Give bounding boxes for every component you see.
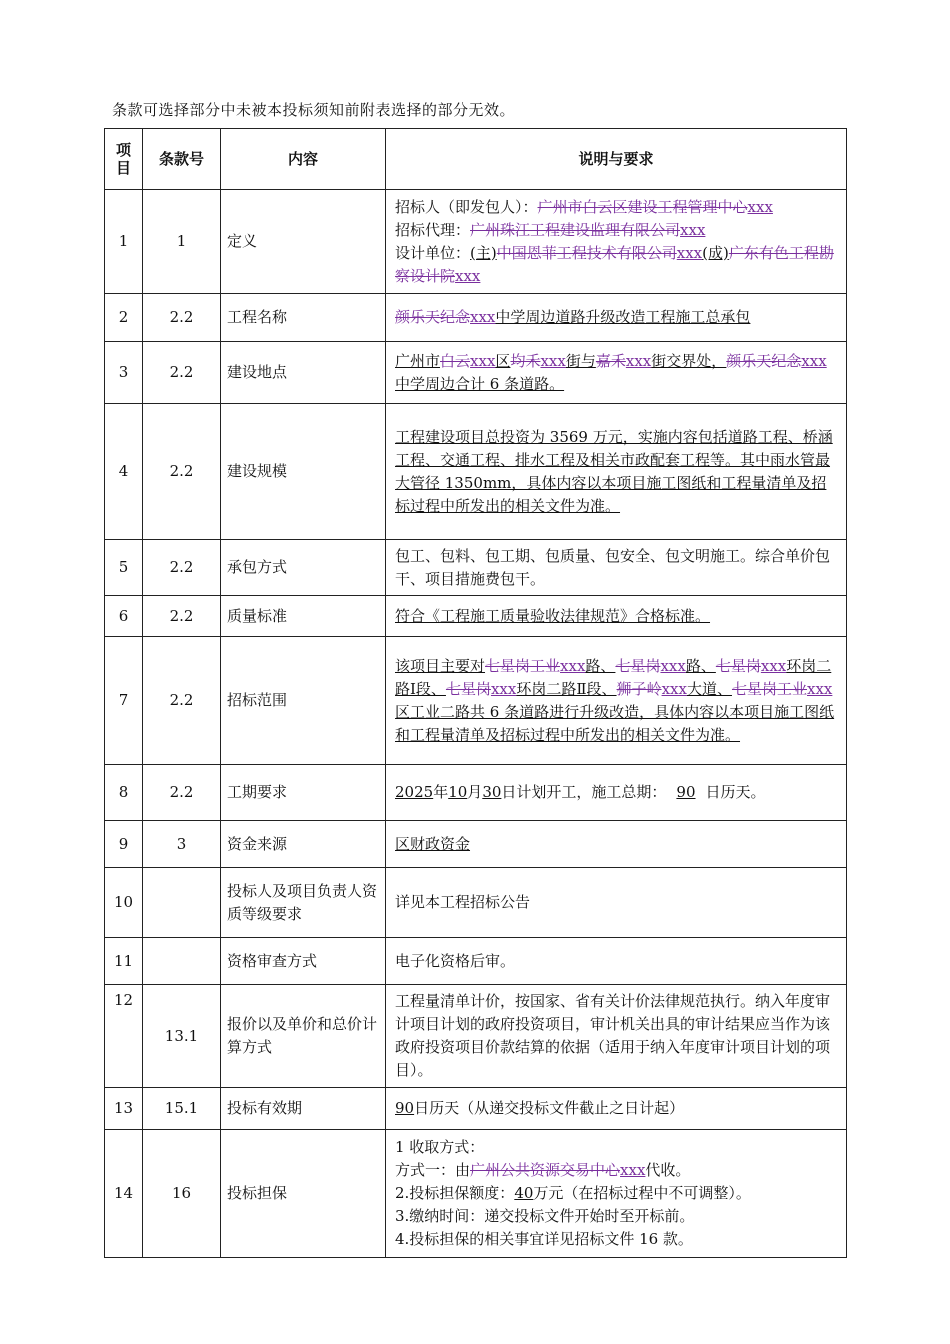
header-desc: 说明与要求 [386,129,847,190]
row-clause: 16 [143,1130,221,1258]
text: 路、 [685,656,716,675]
row-no: 5 [105,540,143,596]
row-desc: 工程量清单计价，按国家、省有关计价法律规范执行。纳入年度审计项目计划的政府投资项目，审计机关出具的审计结果应当作为该政府投资项目价款结算的依据（适用于纳入年度审计项目计划的项目）。 [386,985,847,1088]
deleted-text: 狮子岭 [616,679,662,698]
row-content: 投标人及项目负责人资质等级要求 [221,868,386,938]
label: 设计单位： [395,243,471,262]
row-desc: 详见本工程招标公告 [386,868,847,938]
table-row [105,868,847,938]
deleted-text: 白云 [440,351,471,370]
text: 区工业二路共 6 条道路进行升级改造，具体内容以本项目施工图纸和工程量清单及招标过程中所发出的相关文件为准。 [395,702,835,744]
inserted-text: xxx [470,351,496,370]
tender-table [104,128,847,1258]
table-row [105,985,847,1088]
row-clause: 2.2 [143,404,221,540]
row-desc [386,404,847,540]
validity-days: 90 [395,1099,415,1117]
text: 区 [495,351,511,370]
guarantee-amount: 40 [514,1184,534,1202]
row-desc [386,821,847,868]
row-no: 13 [105,1088,143,1130]
text: (主) [470,243,497,262]
row-clause: 2.2 [143,540,221,596]
text: 中学周边合计 6 条道路。 [395,374,565,393]
inserted-text: xxx [560,656,586,675]
table-header-row [105,129,847,190]
row-desc [386,596,847,637]
inserted-text: xxx [625,351,652,370]
deleted-text: 均禾 [510,351,541,370]
row-clause: 13.1 [143,985,221,1088]
text: 年 [433,783,449,801]
row-no: 12 [105,985,143,1088]
inserted-text: xxx [680,220,706,239]
inserted-text: xxx [760,656,787,675]
row-desc [386,294,847,342]
table-row [105,637,847,765]
text: 路、 [585,656,616,675]
row-content: 定义 [221,190,386,294]
inserted-text: xxx [455,266,481,285]
row-no: 3 [105,342,143,404]
row-no: 2 [105,294,143,342]
text: 2.投标担保额度： [395,1184,515,1202]
table-row [105,1130,847,1258]
deleted-text: 广东有色工程勘察设计院 [395,243,834,285]
total-days: 90 [676,783,696,801]
deleted-text: 广州珠江工程建设监理有限公司 [470,220,681,239]
inserted-text: xxx [660,656,686,675]
header-item: 项目 [105,129,143,190]
row-no: 8 [105,765,143,821]
text: 1 收取方式： [395,1138,485,1156]
row-content: 质量标准 [221,596,386,637]
text: 该项目主要对 [395,656,486,675]
text: 万元（在招标过程中不可调整）。 [533,1184,751,1202]
row-desc: 电子化资格后审。 [386,938,847,985]
row-desc [386,1088,847,1130]
deleted-text: 七星岗工业 [731,679,807,698]
deleted-text: 广州公共资源交易中心 [470,1161,621,1179]
deleted-text: 中国恩菲工程技术有限公司 [496,243,677,262]
row-content: 投标有效期 [221,1088,386,1130]
text: 代收。 [645,1161,691,1179]
row-desc [386,190,847,294]
row-no: 6 [105,596,143,637]
table-row [105,765,847,821]
text: 区财政资金 [395,834,471,853]
row-clause: 15.1 [143,1088,221,1130]
row-clause: 3 [143,821,221,868]
text: 日历天（从递交投标文件截止之日计起） [414,1099,685,1117]
row-no: 7 [105,637,143,765]
table-row [105,1088,847,1130]
deleted-text: 七星岗 [615,656,661,675]
deleted-text: 嘉禾 [595,351,626,370]
table-row [105,540,847,596]
row-clause: 2.2 [143,294,221,342]
header-clause: 条款号 [143,129,221,190]
text: 日历天。 [705,783,766,801]
start-month: 10 [448,783,468,801]
row-clause: 2.2 [143,342,221,404]
table-row [105,190,847,294]
inserted-text: xxx [661,679,687,698]
start-year: 2025 [395,783,434,801]
row-content: 投标担保 [221,1130,386,1258]
inserted-text: xxx [747,197,773,216]
inserted-text: xxx [676,243,703,262]
deleted-text: 七星岗 [715,656,761,675]
text: 方式一：由 [395,1161,471,1179]
row-content: 资金来源 [221,821,386,868]
row-clause: 2.2 [143,596,221,637]
row-content: 建设规模 [221,404,386,540]
row-clause [143,868,221,938]
row-desc [386,765,847,821]
intro-note: 条款可选择部分中未被本投标须知前附表选择的部分无效。 [112,101,516,119]
start-day: 30 [482,783,502,801]
row-desc [386,637,847,765]
header-content: 内容 [221,129,386,190]
row-no: 14 [105,1130,143,1258]
row-content: 报价以及单价和总价计算方式 [221,985,386,1088]
table-row [105,821,847,868]
table-row [105,342,847,404]
row-desc [386,342,847,404]
text: 3.缴纳时间：递交投标文件开始时至开标前。 [395,1207,695,1225]
deleted-text: 七星岗 [445,679,491,698]
text: 日计划开工，施工总期： [501,783,667,801]
row-no: 4 [105,404,143,540]
text: 环岗二路Ⅰ段、 [395,656,832,698]
label: 招标人（即发包人）： [395,197,538,216]
table-row [105,404,847,540]
row-clause: 1 [143,190,221,294]
table-row [105,596,847,637]
text: 街交界处， [651,351,727,370]
row-no: 9 [105,821,143,868]
inserted-text: xxx [540,351,566,370]
inserted-text: xxx [490,679,517,698]
deleted-text: 颜乐天纪念 [395,308,471,326]
inserted-text: xxx [620,1161,646,1179]
text: 工程建设项目总投资为 3569 万元，实施内容包括道路工程、桥涵工程、交通工程、排水工程及相关市政配套工程等。其中雨水管最大管径 1350mm，具体内容以本项目施工图纸和工程量清单及招标过程中所发出的相关文件为准。 [395,427,833,515]
row-content: 招标范围 [221,637,386,765]
deleted-text: 广州市白云区建设工程管理中心 [537,197,748,216]
row-clause [143,938,221,985]
table-row [105,294,847,342]
row-content: 资格审查方式 [221,938,386,985]
row-no: 11 [105,938,143,985]
deleted-text: 颜乐天纪念 [726,351,802,370]
text: 符合《工程施工质量验收法律规范》合格标准。 [395,606,711,625]
inserted-text: xxx [470,308,496,326]
text: 环岗二路Ⅱ段、 [516,679,617,698]
text: 大道、 [686,679,732,698]
text: 月 [467,783,483,801]
text: 中学周边道路升级改造工程施工总承包 [495,308,751,326]
text: 街与 [565,351,596,370]
inserted-text: xxx [801,351,827,370]
row-content: 工程名称 [221,294,386,342]
row-desc [386,1130,847,1258]
text: (成) [702,243,729,262]
row-content: 建设地点 [221,342,386,404]
table-row [105,938,847,985]
row-content: 工期要求 [221,765,386,821]
row-no: 1 [105,190,143,294]
row-no: 10 [105,868,143,938]
label: 招标代理： [395,220,471,239]
deleted-text: 七星岗工业 [485,656,561,675]
text: 4.投标担保的相关事宜详见招标文件 16 款。 [395,1230,693,1248]
inserted-text: xxx [806,679,833,698]
row-clause: 2.2 [143,765,221,821]
row-clause: 2.2 [143,637,221,765]
row-content: 承包方式 [221,540,386,596]
text: 广州市 [395,351,441,370]
row-desc: 包工、包料、包工期、包质量、包安全、包文明施工。综合单价包干、项目措施费包干。 [386,540,847,596]
